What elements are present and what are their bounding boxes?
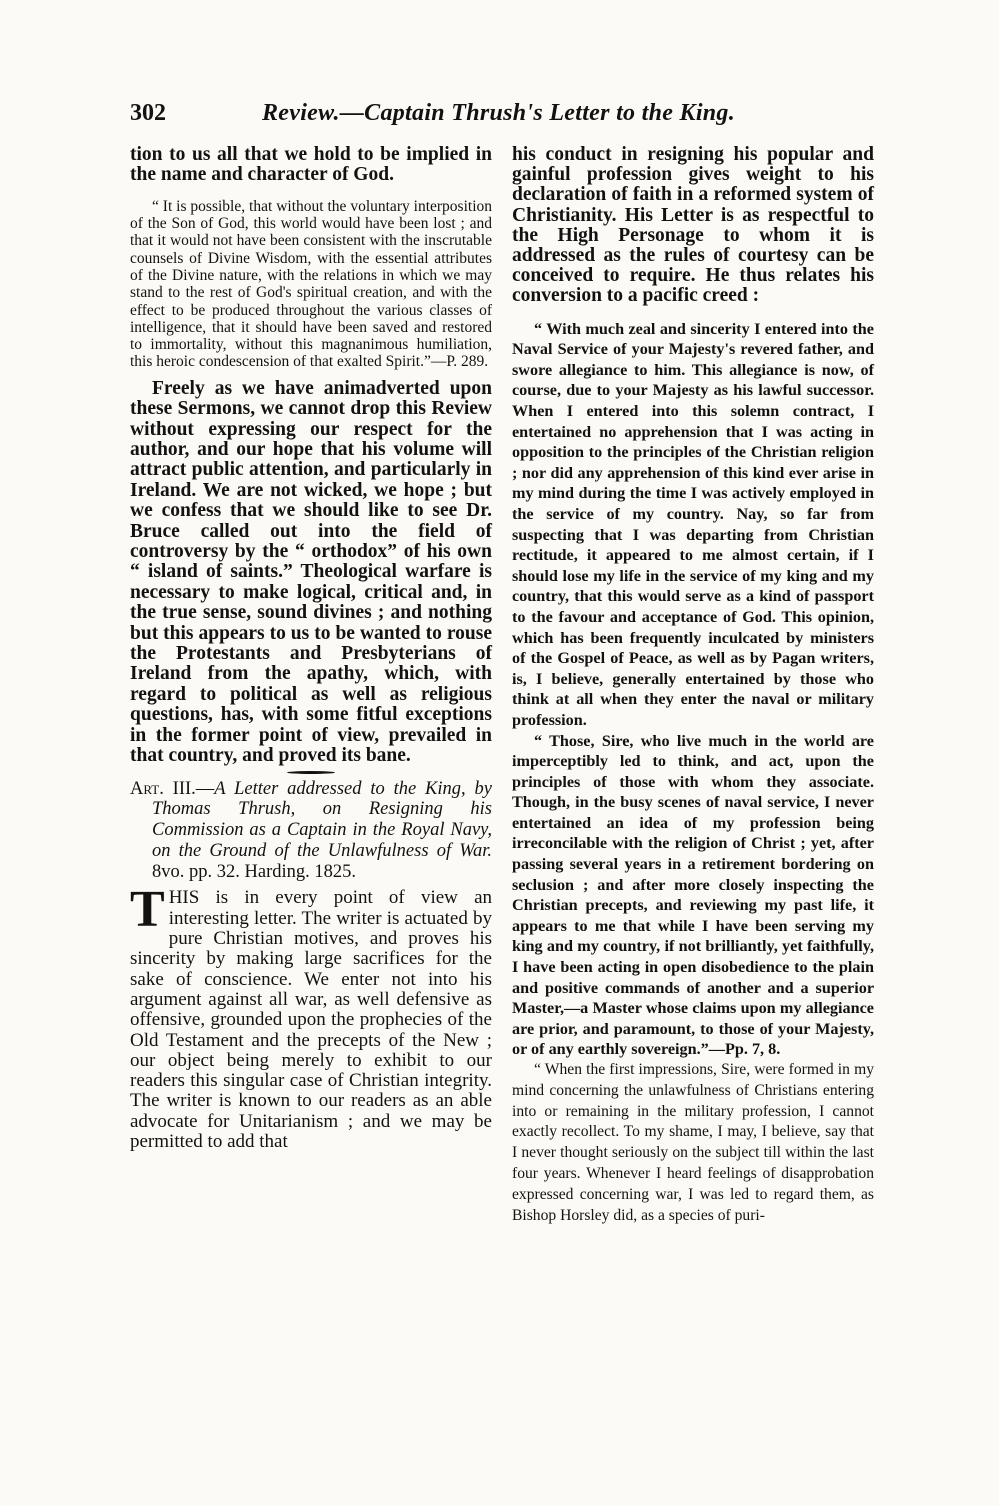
right-intro-paragraph: his conduct in resigning his popular and gainful profession gives weight to his declaration of faith in a reformed system of Christianity. His Letter is as respectful to the High Personage to whom it is addressed as the rules of courtesy can be conceived to require. He thus relates his conversion to a pacific creed : [512,144,874,307]
review-opening-paragraph [130,881,492,1153]
letter-quote-1: “ With much zeal and sincerity I entered into the Naval Service of your Majesty's revered father, and swore allegiance to him. This allegiance is now, of course, due to your Majesty as his lawful successor. When I entered into this solemn contract, I entertained no apprehension that I was acting in opposition to the principles of the Christian religion ; nor did any apprehension of this kind ever arise in my mind during the time I was actively employed in the service of my country. Nay, so far from suspecting that I was departing from Christian rectitude, it appeared to me almost certain, if I should lose my life in the service of my king and my country, that this would serve as a kind of passport to the favour and acceptance of God. This opinion, which has been frequently inculcated by ministers of the Gospel of Peace, as well as by Pagan writers, is, I believe, generally entertained by those who think at all when they enter the naval or military profession. [512,319,874,729]
letter-quote-2: “ Those, Sire, who live much in the world are imperceptibly led to think, and act, upon the principles of those with whom they associate. Though, in the busy scenes of naval service, I never entertained an idea of my profession being irreconcilable with the religion of Christ ; yet, after passing several years in a retirement bordering on seclusion ; and after more closely inspecting the Christian precepts, and reviewing my past life, it appears to me that while I have been serving my king and my country, if not brilliantly, yet faithfully, I have been acting in open disobedience to the plain and positive commands of another and a superior Master,—a Master whose claims upon my allegiance are prior, and paramount, to those of your Majesty, or of any earthly sovereign.”—Pp. 7, 8. [512,731,874,1059]
article-label: Art. III.— [130,778,215,799]
review-conclusion-paragraph: Freely as we have animadverted upon these Sermons, we cannot drop this Review without expressing our respect for the author, and our hope that his volume will attract public attention, and particularly in Ireland. We are not wicked, we hope ; but we confess that we should like to see Dr. Bruce called out into the field of controversy by the “ orthodox” of his own “ island of saints.” Theological warfare is necessary to make logical, critical and, in the true sense, sound divines ; and nothing but this appears to us to be wanted to rouse the Protestants and Presbyterians of Ireland from the apathy, which, with regard to political as well as religious questions, has, with some fitful exceptions in the former point of view, prevailed in that country, and proved its bane. [130,377,492,767]
letter-quote-3: “ When the first impressions, Sire, were formed in my mind concerning the unlawfulness of Christians entering into or remaining in the military profession, I cannot exactly recollect. To my shame, I may, I believe, say that I never thought seriously on the subject till within the last four years. Whenever I heard feelings of disapprobation expressed concerning war, I was led to regard them, as Bishop Horsley did, as a species of puri- [512,1061,874,1224]
article-heading [130,779,492,883]
drop-cap: T [130,881,165,939]
article-title: A Letter addressed to the King, by Thomas Thrush, on Resigning his Commission as a Captain in the Royal Navy, on the Ground of the Unlawfulness of War. [152,778,492,861]
section-divider [287,771,335,774]
left-column [130,145,492,1152]
running-head: Review.—Captain Thrush's Letter to the King. [262,100,736,126]
sermon-quote: “ It is possible, that without the voluntary interposition of the Son of God, this world would have been lost ; and that it would not have been consistent with the inscrutable counsels of Divine Wisdom, with the essential attributes of the Divine nature, with the relations in which we may stand to the rest of God's spiritual creation, and with the effect to be produced throughout the various classes of intelligence, that it should have been saved and restored to immortality, without this magnanimous humiliation, this heroic condescension of that exalted Spirit.”—P. 289. [130,197,492,371]
right-column [512,145,874,1226]
review-opening-text: HIS is in every point of view an interesting letter. The writer is actuated by pure Christian motives, and proves his sincerity by making large sacrifices for the sake of conscience. We enter not into his argument against all war, as well defensive as offensive, grounded upon the prophecies of the Old Testament and the precepts of the New ; our object being merely to exhibit to our readers this singular case of Christian integrity. The writer is known to our readers as an able advocate for Unitarianism ; and we may be permitted to add that [130,887,492,1153]
article-details: 8vo. pp. 32. Harding. 1825. [152,861,356,882]
page-header [130,100,878,134]
continuation-paragraph: tion to us all that we hold to be implied in the name and character of God. [130,144,492,186]
page-number: 302 [130,100,166,126]
